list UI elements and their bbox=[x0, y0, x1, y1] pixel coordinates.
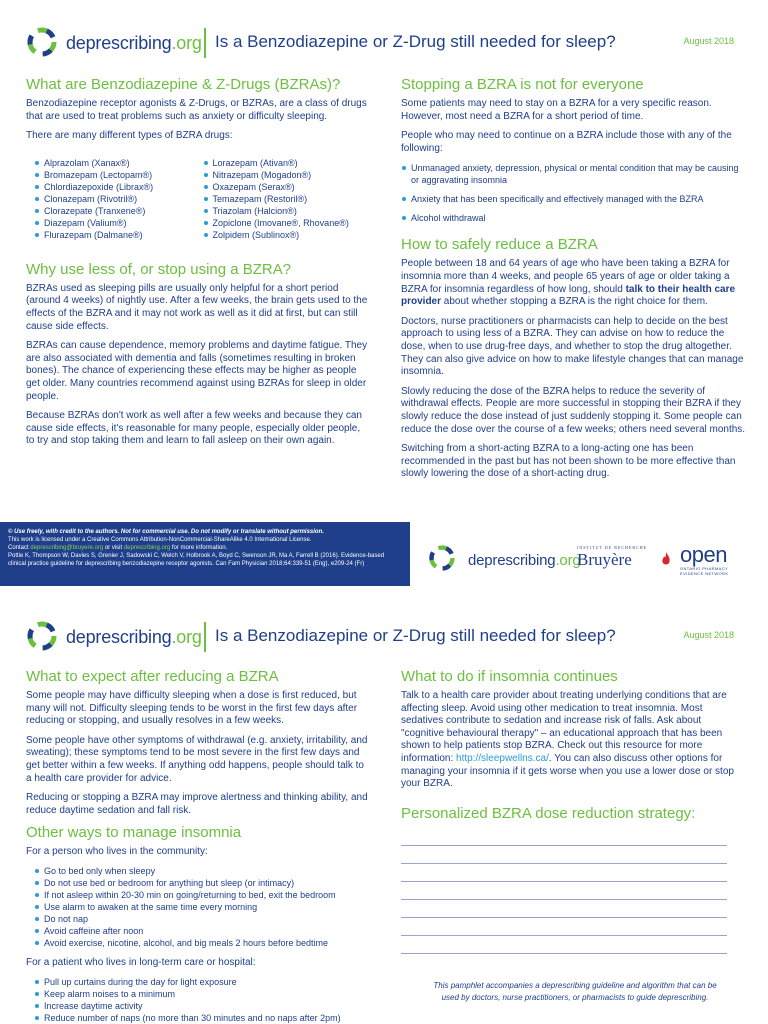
reduce-paragraph-3: Slowly reducing the dose of the BZRA helps to reduce the severity of withdrawal effects. People are more successful in stopping their BZRA if they slowly reduce the dose instead of just suddenly stopping it. Some people can reduce the dose over the course of a few weeks; others need several months. bbox=[401, 385, 746, 435]
community-tip-item: Do not use bed or bedroom for anything but sleep (or intimacy) bbox=[34, 877, 371, 889]
publication-date: August 2018 bbox=[683, 36, 734, 46]
page-title: Is a Benzodiazepine or Z-Drug still needed for sleep? bbox=[215, 32, 616, 51]
write-line[interactable] bbox=[401, 953, 727, 954]
right-column bbox=[401, 76, 746, 488]
partner-logos bbox=[428, 540, 748, 580]
drug-list-item: Clorazepate (Tranxene®) bbox=[34, 205, 203, 217]
stopping-heading: Stopping a BZRA is not for everyone bbox=[401, 76, 644, 93]
write-line[interactable] bbox=[401, 935, 727, 936]
write-line[interactable] bbox=[401, 917, 727, 918]
website-link[interactable]: deprescribing.org bbox=[123, 545, 171, 551]
expect-paragraph-1: Some people may have difficulty sleeping when a dose is first reduced, but many will not. Difficulty sleeping tends to be worst in the first few days after reducing or stopping, and usually resolves in a few weeks. bbox=[26, 690, 358, 727]
deprescribing-logo-icon bbox=[428, 544, 456, 572]
page-header bbox=[26, 620, 746, 660]
write-line[interactable] bbox=[401, 899, 727, 900]
write-line[interactable] bbox=[401, 863, 727, 864]
pamphlet-page-2 bbox=[0, 600, 768, 1024]
drug-list-item: Lorazepam (Ativan®) bbox=[203, 157, 372, 169]
expect-paragraph-2: Some people have other symptoms of withdrawal (e.g. anxiety, irritability, and sweating); these symptoms tend to be most severe in the first few days and get better within a few weeks. If anything odd happens, people should talk to a health care provider for advice. bbox=[26, 734, 368, 784]
other-ways-heading: Other ways to manage insomnia bbox=[26, 824, 242, 842]
stopping-paragraph-1: Some patients may need to stay on a BZRA for a very specific reason. However, most need a BZRA for a short period of time. bbox=[401, 98, 712, 122]
ltc-tips-list bbox=[34, 976, 371, 1024]
write-line[interactable] bbox=[401, 845, 727, 846]
community-intro: For a person who lives in the community: bbox=[26, 846, 208, 858]
community-tip-item: Use alarm to awaken at the same time every morning bbox=[34, 901, 371, 913]
community-tip-item: Do not nap bbox=[34, 913, 371, 925]
why-paragraph-2: BZRAs can cause dependence, memory problems and daytime fatigue. They are also associated with dementia and falls (sometimes resulting in broken bones). The chance of experiencing these effects may be higher as people get older. Many countries recommend against using BZRAs for sleep in older people. bbox=[26, 340, 368, 402]
expect-paragraph-3: Reducing or stopping a BZRA may improve alertness and thinking ability, and reduce daytime sedation and fall risk. bbox=[26, 792, 368, 816]
community-tip-item: If not asleep within 20-30 min on going/returning to bed, exit the bedroom bbox=[34, 889, 371, 901]
drug-list-item: Diazepam (Valium®) bbox=[34, 217, 203, 229]
right-column bbox=[401, 668, 746, 971]
continue-reason-item: Unmanaged anxiety, depression, physical or mental condition that may be causing or aggravating insomnia bbox=[401, 162, 746, 186]
drug-list-item: Chlordiazepoxide (Librax®) bbox=[34, 181, 203, 193]
page-title: Is a Benzodiazepine or Z-Drug still needed for sleep? bbox=[215, 626, 616, 645]
left-column bbox=[26, 668, 371, 1024]
community-tips-list bbox=[34, 865, 371, 949]
drug-list-left bbox=[34, 157, 203, 241]
continue-reason-item: Alcohol withdrawal bbox=[401, 212, 746, 224]
license-cc: This work is licensed under a Creative Commons Attribution-NonCommercial-ShareAlike 4.0 International License. bbox=[8, 537, 312, 543]
what-are-bzras-heading: What are Benzodiazepine & Z-Drugs (BZRAs)? bbox=[26, 76, 341, 93]
ltc-intro: For a patient who lives in long-term care or hospital: bbox=[26, 956, 256, 968]
continue-reasons-list bbox=[401, 162, 746, 224]
flame-icon bbox=[661, 552, 671, 566]
community-tip-item: Go to bed only when sleepy bbox=[34, 865, 371, 877]
what-to-expect-heading: What to expect after reducing a BZRA bbox=[26, 668, 279, 685]
stopping-paragraph-2: People who may need to continue on a BZRA include those with any of the following: bbox=[401, 130, 732, 154]
reduce-paragraph-1: People between 18 and 64 years of age who have been taking a BZRA for insomnia more than 4 weeks, and people 65 years of age or older taking a BZRA for insomnia regardless of how long, should talk to their health care provider about whether stopping a BZRA is the right choice for them. bbox=[401, 258, 736, 308]
brand-name: deprescribing.org bbox=[66, 33, 202, 53]
citation: Pottie K, Thompson W, Davies S, Grenier J, Sadowski C, Welch V, Holbrook A, Boyd C, Swenson JR, Ma A, Farrell B (2016). Evidence-based clinical practice guideline for deprescribing benzodiazepine receptor agonists. Can Fam Physician 2018;64:339-51 (Eng), e209-24 (Fr) bbox=[8, 553, 385, 567]
footer-brand-name: deprescribing.org bbox=[468, 552, 581, 569]
drug-list-item: Alprazolam (Xanax®) bbox=[34, 157, 203, 169]
what-are-paragraph-2: There are many different types of BZRA drugs: bbox=[26, 130, 233, 142]
contact-email-link[interactable]: deprescribing@bruyere.org bbox=[30, 545, 104, 551]
left-column bbox=[26, 76, 371, 455]
strategy-heading: Personalized BZRA dose reduction strategy: bbox=[401, 804, 696, 822]
open-logo: open ONTARIO PHARMACY EVIDENCE NETWORK bbox=[680, 542, 729, 576]
pamphlet-note: This pamphlet accompanies a deprescribing guideline and algorithm that can be used by doctors, nurse practitioners, or pharmacists to guide deprescribing. bbox=[433, 981, 717, 1002]
sleepwell-link[interactable]: http://sleepwellns.ca/ bbox=[456, 752, 549, 764]
continues-paragraph: Talk to a health care provider about treating underlying conditions that are affecting sleep. Avoid using other medication to treat insomnia. Most sedatives contribute to sedation and increase risk of falls. Ask about "cognitive behavioural therapy" – an educational approach that has been shown to help patients stop BZRA. Check out this resource for more information: http://sleepwellns.ca/. You can also discuss other options for managing your insomnia if it gets worse when you use a lower dose or stop your BZRA. bbox=[401, 690, 734, 790]
safely-reduce-heading: How to safely reduce a BZRA bbox=[401, 236, 598, 254]
publication-date: August 2018 bbox=[683, 630, 734, 640]
deprescribing-logo-icon bbox=[26, 26, 58, 58]
reduce-paragraph-4: Switching from a short-acting BZRA to a long-acting one has been recommended in the past but has not been shown to be more effective than slowly lowering the dose of a short-acting drug. bbox=[401, 443, 736, 480]
drug-list-item: Bromazepam (Lectopam®) bbox=[34, 169, 203, 181]
ltc-tip-item: Pull up curtains during the day for light exposure bbox=[34, 976, 371, 988]
drug-list-item: Nitrazepam (Mogadon®) bbox=[203, 169, 372, 181]
write-line[interactable] bbox=[401, 881, 727, 882]
community-tip-item: Avoid caffeine after noon bbox=[34, 925, 371, 937]
drug-list-right bbox=[203, 157, 372, 241]
drug-list-item: Clonazepam (Rivotril®) bbox=[34, 193, 203, 205]
bruyere-logo: INSTITUT DE RECHERCHE Bruyère bbox=[577, 545, 648, 569]
brand-name: deprescribing.org bbox=[66, 627, 202, 647]
drug-list-item: Zolpidem (Sublinox®) bbox=[203, 229, 372, 241]
strategy-write-lines[interactable] bbox=[401, 845, 746, 954]
ltc-tip-item: Reduce number of naps (no more than 30 minutes and no naps after 2pm) bbox=[34, 1012, 371, 1024]
drug-list-item: Triazolam (Halcion®) bbox=[203, 205, 372, 217]
community-tip-item: Avoid exercise, nicotine, alcohol, and big meals 2 hours before bedtime bbox=[34, 937, 371, 949]
ltc-tip-item: Keep alarm noises to a minimum bbox=[34, 988, 371, 1000]
drug-list-item: Oxazepam (Serax®) bbox=[203, 181, 372, 193]
header-divider bbox=[204, 28, 206, 58]
ltc-tip-item: Increase daytime activity bbox=[34, 1000, 371, 1012]
header-divider bbox=[204, 622, 206, 652]
license-contact: Contact deprescribing@bruyere.org or visit deprescribing.org for more information. bbox=[8, 545, 228, 551]
deprescribing-logo-icon bbox=[26, 620, 58, 652]
reduce-paragraph-2: Doctors, nurse practitioners or pharmacists can help to decide on the best approach to using less of a BZRA. They can advise on how to reduce the dose, when to use drug-free days, and whether to stop the drug altogether. They can also give advice on how to make lifestyle changes that can manage insomnia. bbox=[401, 315, 744, 378]
why-use-less-heading: Why use less of, or stop using a BZRA? bbox=[26, 260, 292, 278]
insomnia-continues-heading: What to do if insomnia continues bbox=[401, 668, 618, 685]
continue-reason-item: Anxiety that has been specifically and effectively managed with the BZRA bbox=[401, 193, 746, 205]
license-usage: © Use freely, with credit to the authors. Not for commercial use. Do not modify or translate without permission. bbox=[8, 529, 324, 535]
what-are-paragraph-1: Benzodiazepine receptor agonists & Z-Drugs, or BZRAs, are a class of drugs that are used to treat problems such as anxiety or difficulty sleeping. bbox=[26, 98, 367, 122]
drug-list-item: Flurazepam (Dalmane®) bbox=[34, 229, 203, 241]
why-paragraph-3: Because BZRAs don't work as well after a few weeks and because they can cause side effects, it's reasonable for many people, especially older people, to try and stop taking them and learn to fall asleep on their own again. bbox=[26, 410, 362, 447]
drug-list-item: Temazepam (Restoril®) bbox=[203, 193, 372, 205]
page-header bbox=[26, 26, 746, 66]
drug-list bbox=[34, 157, 371, 247]
drug-list-item: Zopiclone (Imovane®, Rhovane®) bbox=[203, 217, 372, 229]
why-paragraph-1: BZRAs used as sleeping pills are usually only helpful for a short period (around 4 weeks) of nightly use. After a few weeks, the brain gets used to the effects of the BZRA and it may not work as well as it did at first, but can still cause side effects. bbox=[26, 282, 368, 332]
license-box bbox=[0, 522, 410, 586]
